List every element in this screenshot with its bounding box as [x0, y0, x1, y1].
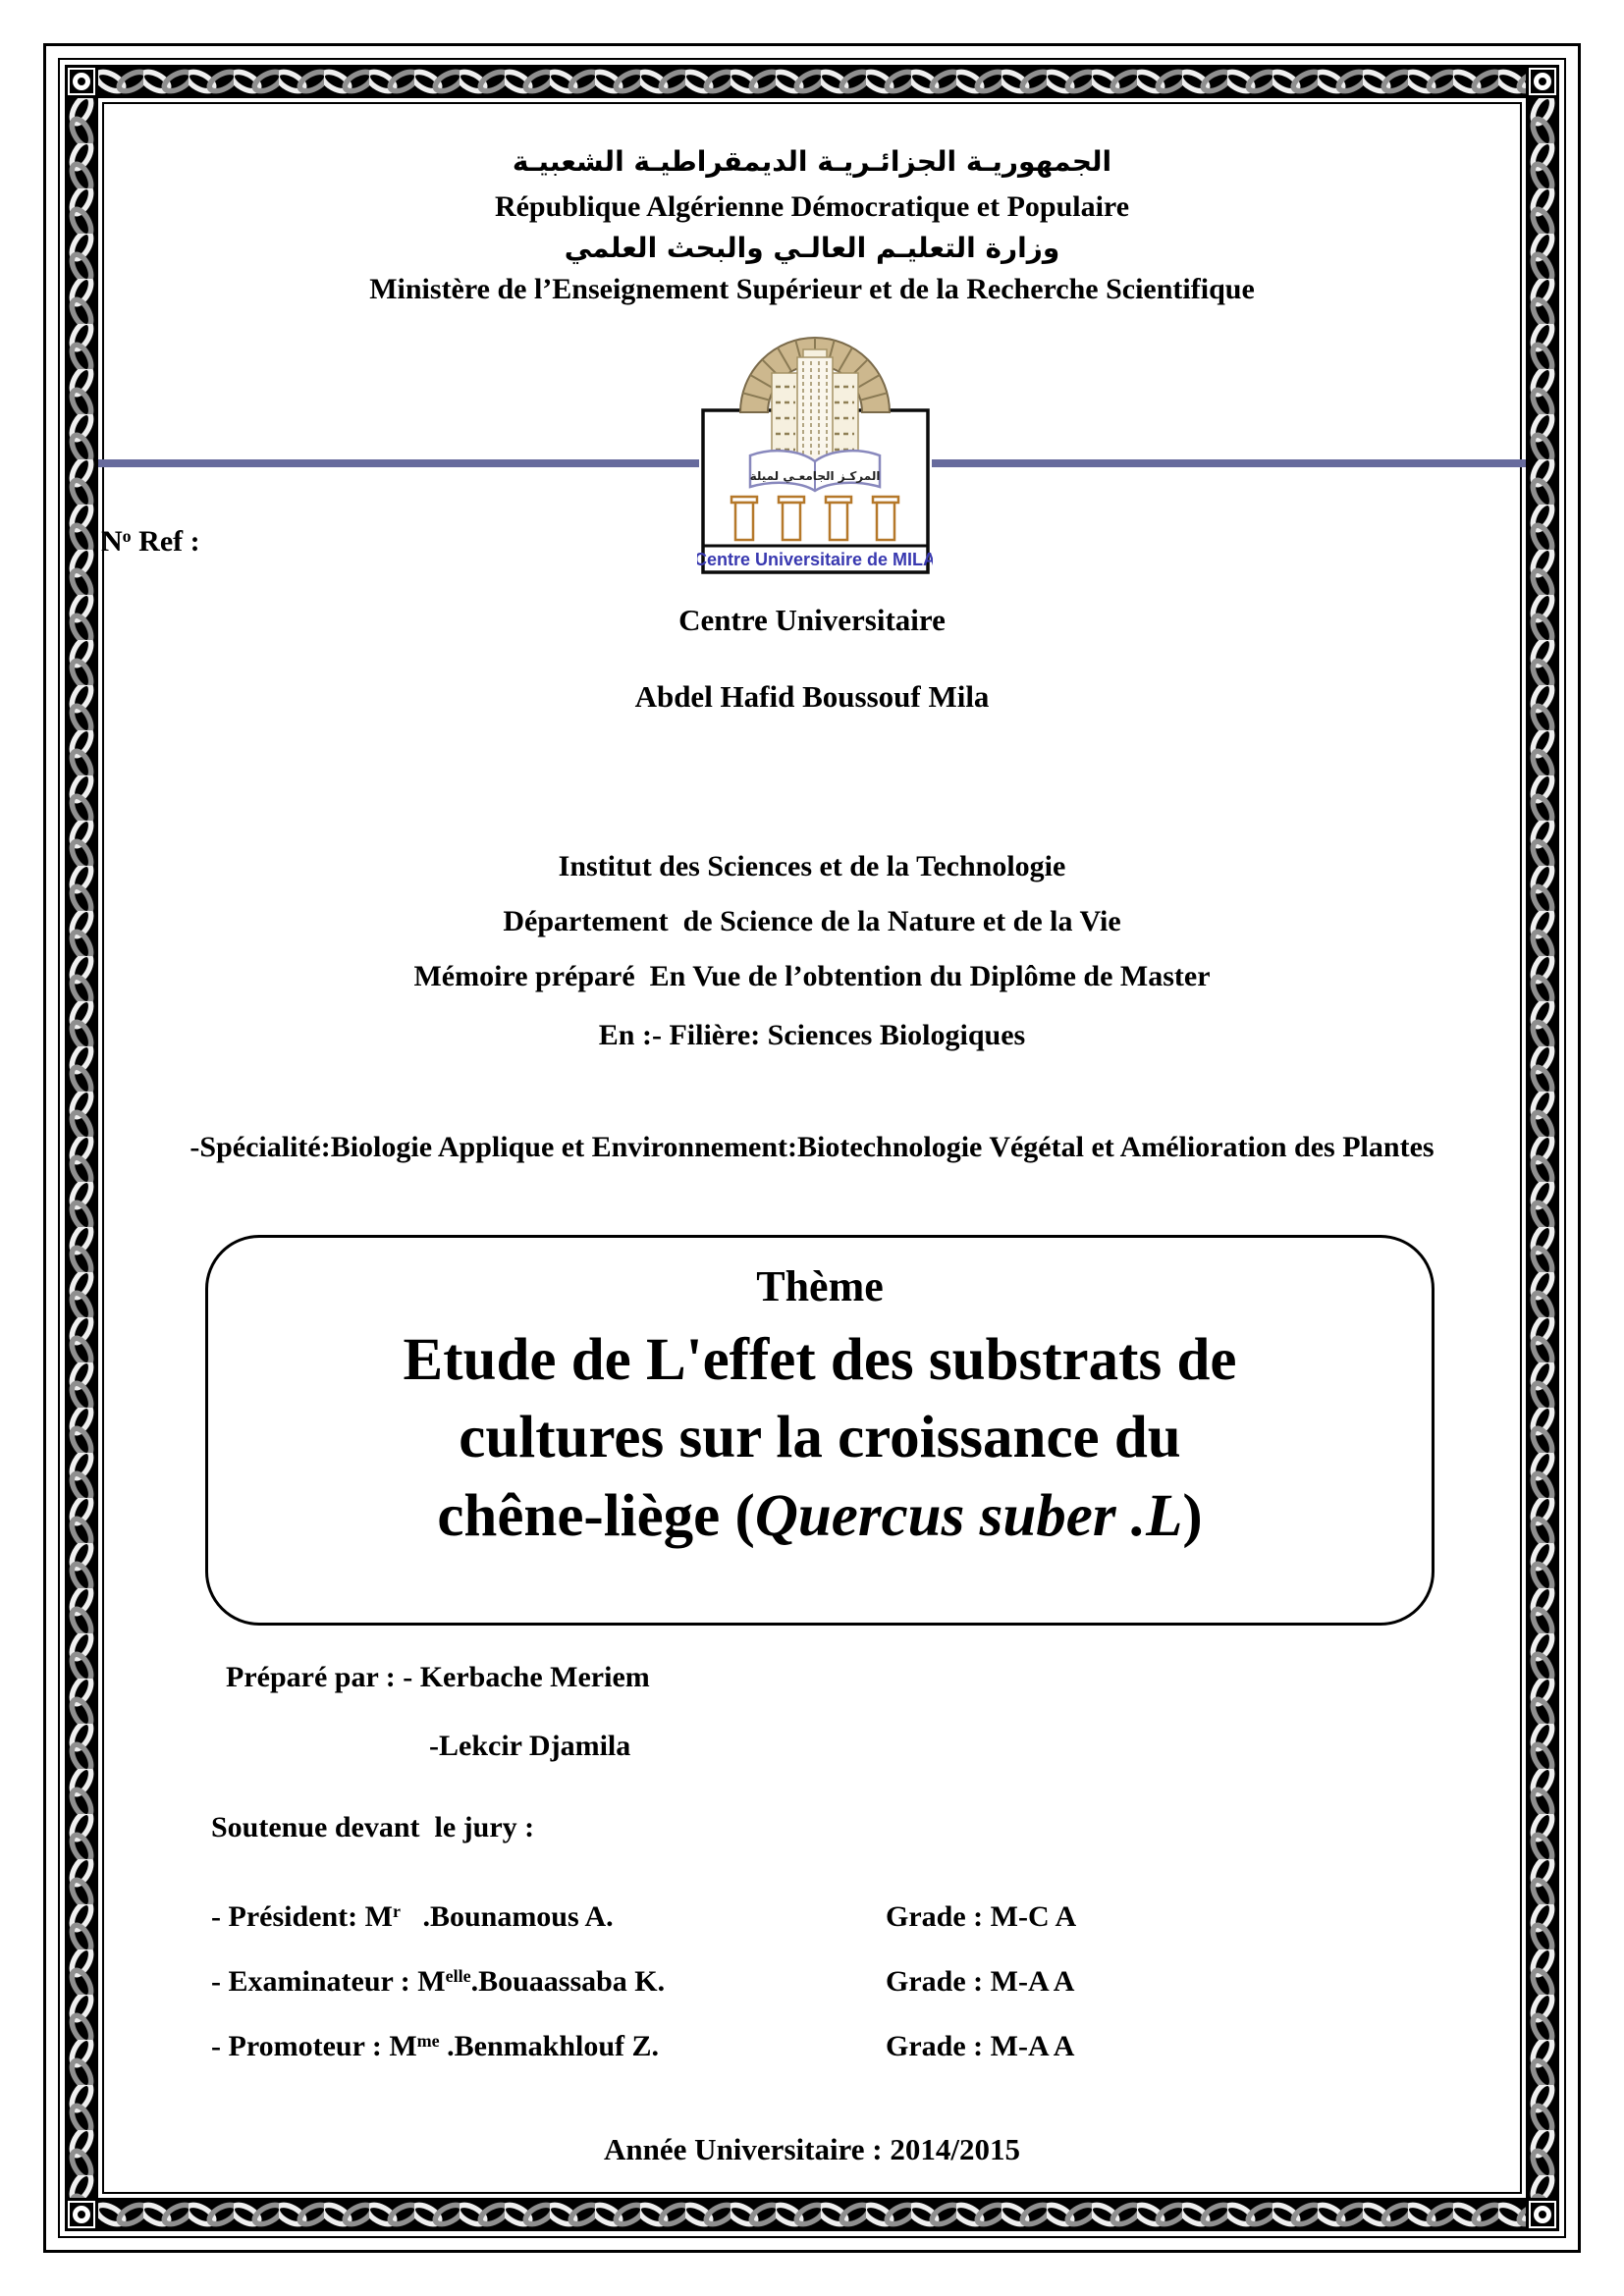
divider-line-left	[98, 459, 699, 467]
jury-grade: Grade : M-C A	[886, 1900, 1077, 1933]
corner-ring-ornament	[1526, 2198, 1559, 2231]
logo-caption-text: Centre Universitaire de MILA	[697, 550, 933, 569]
memoir-purpose-line: Mémoire préparé En Vue de l’obtention du Diplôme de Master	[413, 960, 1211, 992]
academic-year-line: Année Universitaire : 2014/2015	[604, 2132, 1020, 2166]
department-line: Département de Science de la Nature et de la Vie	[503, 905, 1121, 937]
prepared-by-line: Préparé par : - Kerbache Meriem	[226, 1661, 650, 1693]
theme-box	[205, 1235, 1435, 1626]
institute-line: Institut des Sciences et de la Technologie	[558, 850, 1066, 882]
thesis-title	[208, 1321, 1432, 1555]
jury-heading: Soutenue devant le jury :	[211, 1811, 535, 1843]
republic-title-french: République Algérienne Démocratique et Populaire	[494, 190, 1130, 223]
jury-row-president: - Président: $M^r$ .Bounamous A. Grade : M-C A	[211, 1900, 1077, 1933]
jury-grade: Grade : M-A A	[886, 1965, 1075, 1998]
jury-row-examinateur: - Examinateur : $M^{elle}.Bouaassaba$ K. Grade : M-A A	[211, 1965, 1075, 1998]
corner-ring-ornament	[1526, 65, 1559, 98]
logo-book-arabic-text: المركـز الجامعـي لميلة	[749, 469, 881, 483]
jury-row-promoteur: - Promoteur : $M^{me}$ .Benmakhlouf Z. Grade : M-A A	[211, 2030, 1075, 2062]
specialty-line: -Spécialité:Biologie Applique et Environnement:Biotechnologie Végétal et Amélioration des Plantes	[189, 1131, 1435, 1163]
border-band-left	[65, 98, 98, 2198]
ministry-title-arabic: وزارة التعليـم العالـي والبحث العلمي	[564, 232, 1060, 264]
institution-name-line2: Abdel Hafid Boussouf Mila	[634, 679, 990, 714]
university-logo	[697, 332, 933, 581]
border-band-top	[98, 65, 1526, 98]
ref-number-label: $N^o$ Ref :	[101, 525, 200, 558]
divider-line-right	[932, 459, 1526, 467]
corner-ring-ornament	[65, 65, 98, 98]
theme-label: Thème	[756, 1262, 884, 1310]
thesis-title-line1: Etude de L'effet des substrats de	[403, 1327, 1237, 1393]
republic-title-arabic: الجمهوريـة الجزائـريـة الديمقراطيـة الشعبيـة	[512, 145, 1112, 178]
jury-grade: Grade : M-A A	[886, 2030, 1075, 2062]
border-band-bottom	[98, 2198, 1526, 2231]
border-band-right	[1526, 98, 1559, 2198]
ministry-title-french: Ministère de l’Enseignement Supérieur et de la Recherche Scientifique	[369, 273, 1255, 305]
thesis-title-line2: cultures sur la croissance du	[459, 1405, 1181, 1471]
second-author-line: -Lekcir Djamila	[429, 1730, 631, 1762]
thesis-title-line3: chêne-liège (Quercus suber .L)	[437, 1482, 1203, 1549]
field-line: En :- Filière: Sciences Biologiques	[598, 1019, 1026, 1051]
corner-ring-ornament	[65, 2198, 98, 2231]
institution-name-line1: Centre Universitaire	[678, 603, 946, 637]
